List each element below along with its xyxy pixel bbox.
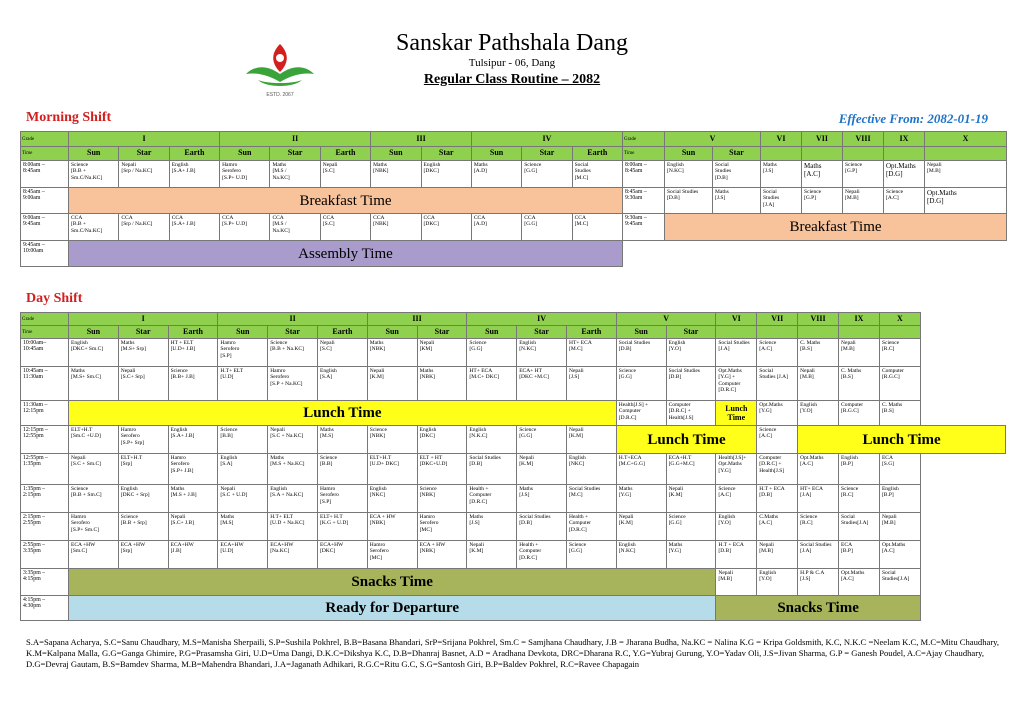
section-header: Star [522,147,572,161]
class-cell: ECA+H.T [G.G+M.C] [666,454,716,485]
class-cell: English [S.A + Na.KC] [268,485,318,513]
section-header: Earth [320,147,370,161]
lunch-band: Lunch Time [69,401,617,426]
section-header: Star [270,147,320,161]
class-cell: Hamro Serofero [S.P] [218,339,268,367]
period-row [21,569,1006,596]
class-cell: Opt.Maths [D.G] [884,161,925,188]
grade-header: V [665,132,761,147]
period-row [21,426,1006,454]
grade-header: VII [802,132,843,147]
routine-title: Regular Class Routine – 2082 [423,72,601,87]
class-cell: Maths [NBK] [371,161,421,188]
class-cell: HT+ ECA [M.C] [566,339,616,367]
class-cell: Maths [M.S] [317,426,367,454]
class-cell: ECA+ HT [DKC +M.C] [517,367,567,401]
class-cell: Science [R.C] [839,485,880,513]
class-cell: ECA +HW [Srp] [118,541,168,569]
grade-header: IV [471,132,622,147]
class-cell: ELT+H.T [U.D+ DKC] [367,454,417,485]
period-row [21,485,1006,513]
class-cell: Social Studies [J.A] [798,541,839,569]
grade-header: I [69,132,220,147]
section-header: Sun [471,147,521,161]
time-cell: 9:00am – 9:45am [21,214,69,241]
class-cell: Nepali [S.C] [317,339,367,367]
time-cell: 3:35pm – 4:15pm [21,569,69,596]
class-cell: Nepali [S.C] [320,161,370,188]
class-cell: CCA [S.C] [320,214,370,241]
section-header: Star [268,326,318,339]
class-cell: Health + Computer [D.R.C] [467,485,517,513]
class-cell: Science [NBK] [367,426,417,454]
class-cell: Nepali [M.B] [716,569,757,596]
class-cell: English [N.KC] [517,339,567,367]
class-cell: H.T+ECA [M.C+G.G] [616,454,666,485]
class-cell: Nepali [M.B] [757,541,798,569]
teacher-legend: S.A=Sapana Acharya, S.C=Sanu Chaudhary, M.S=Manisha Sherpaili, S.P=Sushila Pokhrel, B.B=Basana Bhandari, SrP=Srijana Pokhrel, Sm.C = Samjhana Chaudhary, J.B = Jharana Budha, Na.KC = Nalina K.G = Kripa Goldsmith, K.C, N.K.C =Neelam K.C, M.C=Mitu Chaudhary, K.M=Kalpana Malla, G.G=Ganga Ghimire, P.G=Prasamsha Giri, U.D=Uma Dangi, D.K.C=Dikshya K.C, D.B=Dhanraj Basnet, A.D = Aradhana Devkota, DRC=Dharana R.C, Y.G=Yubraj Gurung, Y.O=Yadav Oli, J.S=Jivan Sharma, G.P = Ganesh Poudel, A.C=Ajay Chaudhary, D.G=Devraj Gautam, B.S=Bamdev Sharma, M.B=Mahendra Bhandari, J.A=Jaganath Adhikari, R.G.C=Ritu G.C, S.G=Santosh Giri, B.P=Baldev Pokhrel, R.C=Ravee Chapagain [26,637,1000,669]
class-cell: Hamro Serofero [S.P+ U.D] [220,161,270,188]
grade-label-cell: Grade [21,313,69,326]
class-cell: Nepali [Srp / Na.KC] [119,161,169,188]
section-header [757,326,798,339]
school-name: Sanskar Pathshala Dang [396,30,628,56]
class-cell: ELT+ H.T [K.G + U.D] [317,513,367,541]
class-cell: H.T+ ELT [U.D + Na.KC] [268,513,318,541]
class-cell: Science [R.C] [879,339,920,367]
snacks-band: Snacks Time [716,596,920,621]
class-cell: Science [R.C] [798,513,839,541]
class-cell: Science [B.B + Srp] [118,513,168,541]
day-shift-title: Day Shift [26,291,83,306]
school-address: Tulsipur - 06, Dang [468,57,556,69]
time-cell: 8:00am – 8:45am [623,161,665,188]
class-cell: C. Maths [B.S] [879,401,920,426]
grade-header: VIII [798,313,839,326]
class-cell: ECA [B.P] [839,541,880,569]
class-cell: Science [B.B] [218,426,268,454]
class-cell: English [Y.O] [798,401,839,426]
section-header: Sun [367,326,417,339]
class-cell: Hamro Serofero [MC] [367,541,417,569]
class-cell: Nepali [S.C + Na.KC] [268,426,318,454]
section-header: Star [417,326,467,339]
time-cell: 10:45am – 11:30am [21,367,69,401]
grade-header: IV [467,313,616,326]
class-cell: Maths [A.D] [471,161,521,188]
class-cell: Nepali [K.M] [367,367,417,401]
class-cell: Nepali [K.M] [467,541,517,569]
class-cell: English [S.A+ J.B] [168,426,218,454]
class-cell: Computer [D.R.C] + Health[J.S] [757,454,798,485]
morning-right-table [622,131,1007,241]
class-cell: Science [G.P] [843,161,884,188]
class-cell: English [S.A+ J.B] [169,161,219,188]
section-header [884,147,925,161]
section-header: Sun [467,326,517,339]
class-cell: Science [G.G] [517,426,567,454]
class-cell: Maths [M.S / Na.KC] [270,161,320,188]
lunch-band: Lunch Time [798,426,1006,454]
section-header: Star [713,147,761,161]
class-cell: Nepali [K.M] [666,485,716,513]
class-cell: English [DKC+ Sm.C] [69,339,119,367]
class-cell: Social Studies [D.B] [517,513,567,541]
class-cell: Maths [A.C] [802,161,843,188]
time-cell: 8:45am – 9:30am [623,188,665,214]
class-cell: Nepali [M.B] [925,161,1007,188]
class-cell: Science [A.C] [716,485,757,513]
class-cell: Social Studies [J.A] [761,188,802,214]
grade-header: III [367,313,467,326]
class-cell: CCA [B.B + Sm.C/Na.KC] [69,214,119,241]
time-cell: 10:00am– 10:45am [21,339,69,367]
class-cell: Health[J.S] + Computer [D.R.C] [616,401,666,426]
class-cell: ECA + HW [NBK] [417,541,467,569]
class-cell: Science [G.G] [467,339,517,367]
time-cell: 9:30am – 9:45am [623,214,665,241]
class-cell: English [DKC + Srp] [118,485,168,513]
lunch-cell: Lunch Time [716,401,757,426]
class-cell: Maths [M.S+ Srp] [118,339,168,367]
class-cell: HT+ ECA [J.A] [798,485,839,513]
grade-label-cell: Grade [21,132,69,147]
grade-header: X [879,313,920,326]
class-cell: Social Studies [J.A] [716,339,757,367]
section-header: Sun [69,147,119,161]
class-cell: Science [A.C] [884,188,925,214]
section-header [839,326,880,339]
grade-header: I [69,313,218,326]
class-cell: Social Studies [J.A] [757,367,798,401]
section-header [716,326,757,339]
period-row [21,401,1006,426]
section-header: Earth [169,147,219,161]
class-cell: CCA [Srp / Na.KC] [119,214,169,241]
class-cell: Computer [R.G.C] [839,401,880,426]
section-header [843,147,884,161]
section-header: Earth [317,326,367,339]
class-cell: Science [G.P] [802,188,843,214]
grade-header: VI [761,132,802,147]
class-cell: Maths [M.S + J.B] [168,485,218,513]
class-cell: ELT+H.T [Srp] [118,454,168,485]
section-header [761,147,802,161]
class-cell: ECA+HW [J.B] [168,541,218,569]
class-cell: Social Studies[J.A] [879,569,920,596]
class-cell: Hamro Serofero [S.P+ Srp] [118,426,168,454]
class-cell: Opt.Maths [D.G] [925,188,1007,214]
section-header: Sun [220,147,270,161]
section-header: Sun [616,326,666,339]
class-cell: C. Maths [B.S] [798,339,839,367]
class-cell: C.Maths [A.C] [757,513,798,541]
time-cell: 1:35pm – 2:15pm [21,485,69,513]
class-cell: Health + Computer [D.R.C] [566,513,616,541]
class-cell: Nepali [M.B] [839,339,880,367]
class-cell: Science [B.B+ J.B] [168,367,218,401]
section-header [802,147,843,161]
section-header [879,326,920,339]
class-cell: ELT+H.T [Sm.C +U.D] [69,426,119,454]
morning-shift-title: Morning Shift [26,110,112,125]
class-cell: English [N.KC] [616,541,666,569]
time-cell: 4:15pm – 4:30pm [21,596,69,621]
time-cell: 9:45am – 10:00am [21,241,69,267]
assembly-band: Assembly Time [69,241,623,267]
class-cell: Social Studies [D.B] [666,367,716,401]
grade-header: III [371,132,472,147]
grade-header: IX [884,132,925,147]
class-cell: Science [B.B + Sm.C] [69,485,119,513]
class-cell: Social Studies [D.B] [616,339,666,367]
class-cell: Nepali [M.B] [798,367,839,401]
grade-header: IX [839,313,880,326]
time-cell: 8:45am – 9:00am [21,188,69,214]
time-label-cell: Time [21,326,69,339]
class-cell: H.T + ECA [D.B] [716,541,757,569]
period-row [21,541,1006,569]
class-cell: ECA+HW [DKC] [317,541,367,569]
class-cell: CCA [G.G] [522,214,572,241]
class-cell: Maths [NBK] [367,339,417,367]
grade-label-cell: Grade [623,132,665,147]
section-header: Earth [572,147,622,161]
class-cell: Maths [Y.G] [616,485,666,513]
class-cell: H.P & C.A [J.S] [798,569,839,596]
class-cell: C. Maths [B.S] [839,367,880,401]
class-cell: Opt.Maths [A.C] [798,454,839,485]
class-cell: Maths [J.S] [761,161,802,188]
class-cell: Health[J.S]+ Opt.Maths [Y.G] [716,454,757,485]
section-header [798,326,839,339]
class-cell: Hamro Serofero [MC] [417,513,467,541]
snacks-band: Snacks Time [69,569,716,596]
class-cell: Hamro Serofero [S.P + Na.KC] [268,367,318,401]
section-header: Star [119,147,169,161]
day-shift-table [20,312,1006,621]
period-row [21,339,1006,367]
class-cell: Science [G.G] [666,513,716,541]
class-cell: ECA [S.G] [879,454,920,485]
class-cell: Nepali [M.B] [879,513,920,541]
grade-header: II [220,132,371,147]
class-cell: Social Studies [D.B] [467,454,517,485]
class-cell: ELT + HT [DKC+U.D] [417,454,467,485]
breakfast-band: Breakfast Time [69,188,623,214]
class-cell: English [S.A] [218,454,268,485]
section-header: Sun [69,326,119,339]
class-cell: Nepali [S.C + U.D] [218,485,268,513]
class-cell: Maths [NBK] [417,367,467,401]
class-cell: English [DKC] [417,426,467,454]
class-cell: Nepali [K.M] [517,454,567,485]
class-cell: English [Y.O] [716,513,757,541]
period-row [21,367,1006,401]
class-cell: H.T + ECA [D.B] [757,485,798,513]
class-cell: Nepali [KM] [417,339,467,367]
class-cell: English [N.KC] [665,161,713,188]
class-cell: CCA [NBK] [371,214,421,241]
grade-header: VII [757,313,798,326]
period-row [21,513,1006,541]
time-cell: 12:15pm – 12:55pm [21,426,69,454]
time-cell: 2:55pm – 3:35pm [21,541,69,569]
class-cell: English [NKC] [367,485,417,513]
section-header [925,147,1007,161]
time-label-cell: Time [623,147,665,161]
class-cell: Social Studies [D.B] [665,188,713,214]
class-cell: Science [G.G] [566,541,616,569]
svg-text:ESTD. 2067: ESTD. 2067 [266,92,294,98]
class-cell: Science [NBK] [417,485,467,513]
section-header: Star [517,326,567,339]
class-cell: H.T+ ELT [U.D] [218,367,268,401]
class-cell: Social Studies [M.C] [566,485,616,513]
class-cell: CCA [S.P+ U.D] [220,214,270,241]
class-cell: Computer [R.G.C] [879,367,920,401]
class-cell: English [N.K.C] [467,426,517,454]
class-cell: Nepali [S.C+ J.B] [168,513,218,541]
class-cell: Nepali [M.B] [843,188,884,214]
time-cell: 8:00am – 8:45am [21,161,69,188]
class-cell: English [NKC] [566,454,616,485]
class-cell: English [DKC] [421,161,471,188]
departure-band: Ready for Departure [69,596,716,621]
class-cell: Hamro Serofero [S.P+ J.B] [168,454,218,485]
grade-header: VI [716,313,757,326]
grade-header: II [218,313,367,326]
time-label-cell: Time [21,147,69,161]
class-cell: Maths [Y.G] [666,541,716,569]
section-header: Sun [371,147,421,161]
class-cell: Science [B.B + Sm.C/Na.KC] [69,161,119,188]
class-cell: Opt.Maths [Y.G] + Computer [D.R.C] [716,367,757,401]
class-cell: Maths [M.S+ Sm.C] [69,367,119,401]
class-cell: Hamro Serofero [S.P+ Sm.C] [69,513,119,541]
time-cell: 2:15pm – 2:55pm [21,513,69,541]
class-cell: Opt.Maths [A.C] [839,569,880,596]
class-cell: Opt.Maths [Y.G] [757,401,798,426]
section-header: Sun [218,326,268,339]
lunch-band: Lunch Time [616,426,756,454]
class-cell: Maths [M.S] [218,513,268,541]
effective-date: Effective From: 2082-01-19 [838,111,988,126]
class-cell: Social Studies [M.C] [572,161,622,188]
class-cell: Nepali [K.M] [616,513,666,541]
class-cell: English [Y.O] [757,569,798,596]
time-cell: 12:55pm – 1:35pm [21,454,69,485]
class-cell: Science [G.G] [522,161,572,188]
class-cell: Nepali [K.M] [566,426,616,454]
period-row [21,454,1006,485]
section-header: Star [421,147,471,161]
section-header: Earth [566,326,616,339]
class-cell: Science [G.G] [616,367,666,401]
class-cell: ECA +HW [Sm.C] [69,541,119,569]
grade-header: V [616,313,716,326]
class-cell: Health + Computer [D.R.C] [517,541,567,569]
section-header: Star [118,326,168,339]
class-cell: CCA [DKC] [421,214,471,241]
grade-header: X [925,132,1007,147]
breakfast-band: Breakfast Time [665,214,1007,241]
class-cell: Maths [J.S] [517,485,567,513]
class-cell: Science [B.B + Na.KC] [268,339,318,367]
class-cell: ECA+HW [U.D] [218,541,268,569]
section-header: Star [666,326,716,339]
class-cell: CCA [M.C] [572,214,622,241]
class-cell: Social Studies[J.A] [839,513,880,541]
class-cell: CCA [A.D] [471,214,521,241]
class-cell: HT+ ECA [M.C+ DKC] [467,367,517,401]
section-header: Sun [665,147,713,161]
class-cell: English [Y.O] [666,339,716,367]
class-cell: Maths [J.S] [713,188,761,214]
class-cell: Science [B.B] [317,454,367,485]
time-cell: 11:30am – 12:15pm [21,401,69,426]
class-cell: Nepali [J.S] [566,367,616,401]
section-header: Earth [168,326,218,339]
class-cell: Nepali [S.C + Sm.C] [69,454,119,485]
class-cell: HT + ELT [U.D+ J.B] [168,339,218,367]
grade-header: VIII [843,132,884,147]
class-cell: Nepali [S.C+ Srp] [118,367,168,401]
period-row [21,596,1006,621]
class-cell: Hamro Serofero [S.P] [317,485,367,513]
class-cell: ECA+HW [Na.KC] [268,541,318,569]
class-cell: Science [A.C] [757,339,798,367]
class-cell: Maths [M.S + Na.KC] [268,454,318,485]
class-cell: CCA [M.S / Na.KC] [270,214,320,241]
class-cell: Science [A.C] [757,426,798,454]
class-cell: ECA + HW [NBK] [367,513,417,541]
class-cell: CCA [S.A+ J.B] [169,214,219,241]
class-cell: Maths [J.S] [467,513,517,541]
class-cell: English [B.P] [879,485,920,513]
morning-left-table [20,131,623,267]
class-cell: Opt.Maths [A.C] [879,541,920,569]
class-cell: English [B.P] [839,454,880,485]
class-cell: English [S.A] [317,367,367,401]
class-cell: Social Studies [D.B] [713,161,761,188]
class-cell: Computer [D.R.C] + Health[J.S] [666,401,716,426]
